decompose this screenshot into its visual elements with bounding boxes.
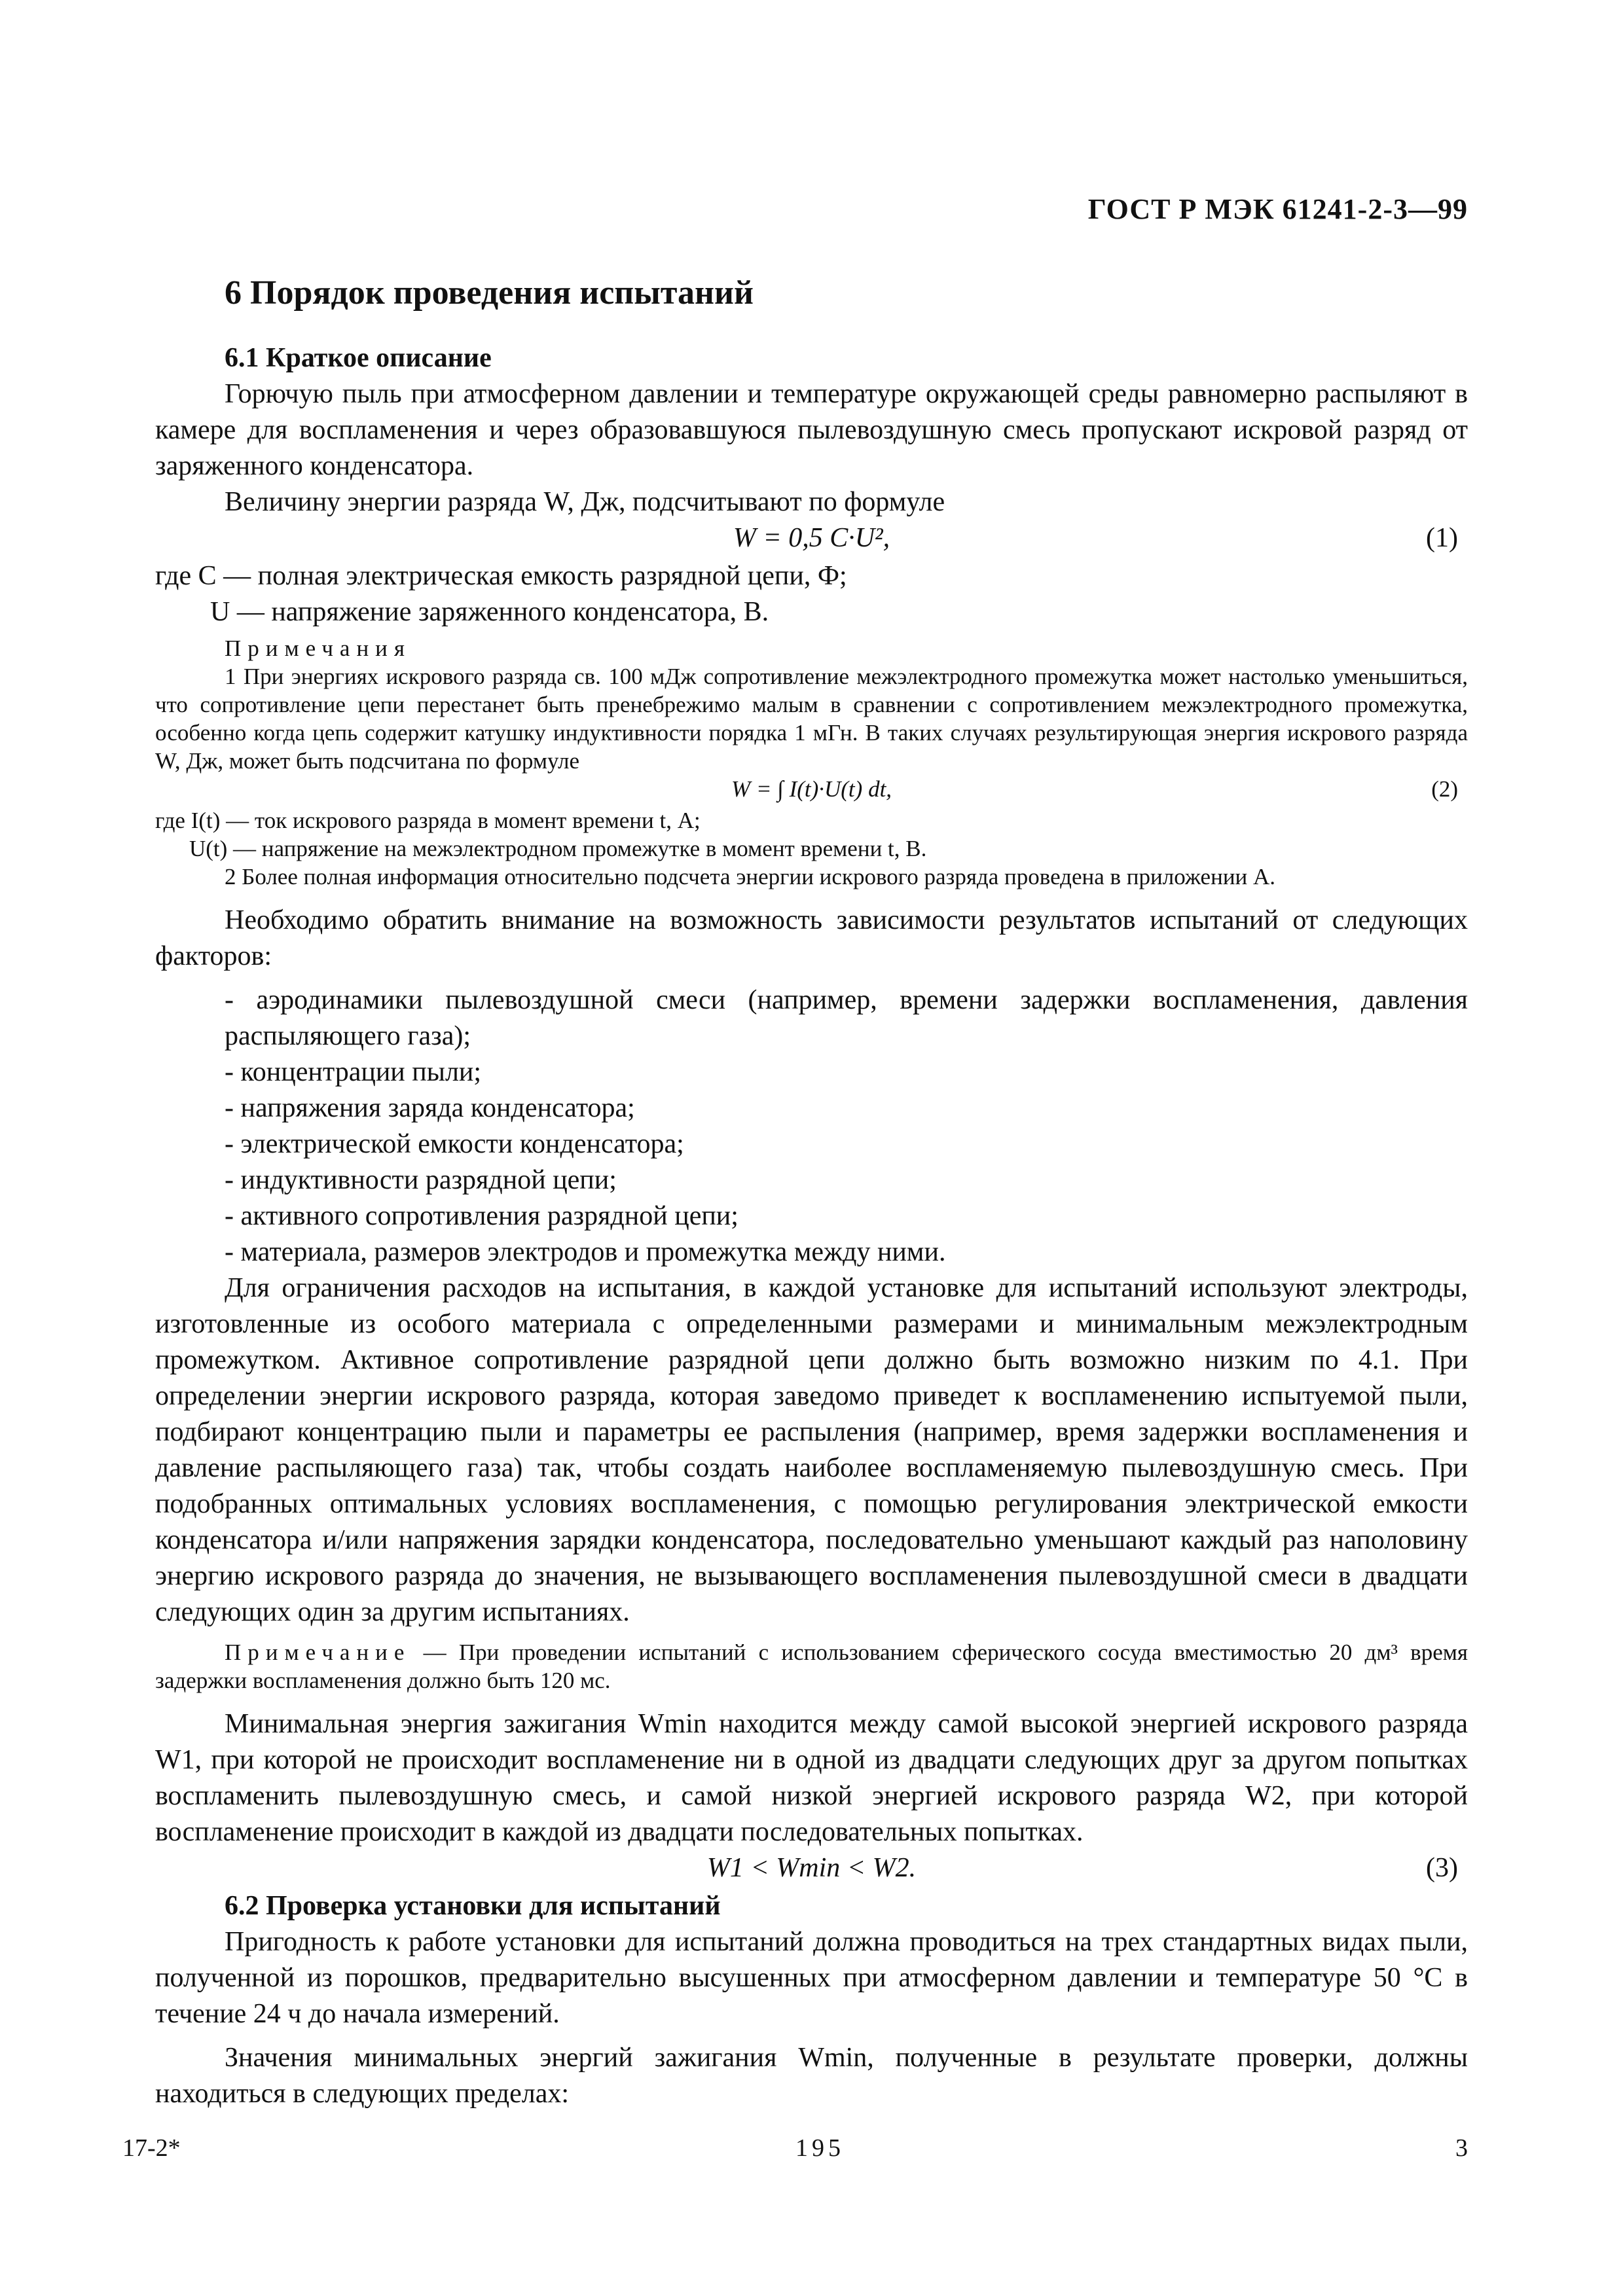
notes-label: Примечания <box>225 636 412 661</box>
body-text <box>155 340 1468 2112</box>
footer-page-number: 3 <box>1455 2134 1468 2162</box>
subsection-title-6-1: 6.1 Краткое описание <box>225 343 492 373</box>
factor-item: - материала, размеров электродов и промежутка между ними. <box>225 1237 946 1267</box>
note-label: Примечание <box>225 1640 411 1665</box>
formula-1 <box>155 520 1468 558</box>
factor-item: - аэродинамики пылевоздушной смеси (например, времени задержки воспламенения, давления распыляющего газа); <box>225 985 1468 1051</box>
factor-item: - концентрации пыли; <box>225 1057 482 1087</box>
where-clause: где C — полная электрическая емкость разрядной цепи, Ф; <box>155 561 847 591</box>
factor-item: - напряжения заряда конденсатора; <box>225 1093 635 1123</box>
formula-text: W1 < Wmin < W2. <box>706 1853 917 1883</box>
footer-sheet-mark: 17-2* <box>122 2134 181 2162</box>
formula-number: (1) <box>1426 523 1458 553</box>
where-clause: U(t) — напряжение на межэлектродном промежутке в момент времени t, В. <box>189 836 927 861</box>
formula-number: (2) <box>1431 776 1458 802</box>
where-clause: U — напряжение заряженного конденсатора, В. <box>210 597 769 627</box>
subsection-title-6-2: 6.2 Проверка установки для испытаний <box>225 1891 721 1921</box>
spacer <box>155 975 1468 982</box>
formula-2 <box>155 775 1468 806</box>
standard-header: ГОСТ Р МЭК 61241-2-3—99 <box>1087 193 1468 225</box>
section-title: 6 Порядок проведения испытаний <box>225 274 754 312</box>
formula-text: W = ∫ I(t)·U(t) dt, <box>731 776 892 802</box>
factor-item: - активного сопротивления разрядной цепи; <box>225 1201 739 1231</box>
formula-text: W = 0,5 C·U², <box>733 523 890 553</box>
spacer <box>155 1695 1468 1706</box>
factor-item: - индуктивности разрядной цепи; <box>225 1165 617 1195</box>
paragraph: Значения минимальных энергий зажигания Wmin, полученные в результате проверки, должны находиться в следующих пределах: <box>155 2043 1468 2109</box>
formula-number: (3) <box>1426 1853 1458 1883</box>
paragraph: Горючую пыль при атмосферном давлении и температуре окружающей среды равномерно распыляют в камере для воспламенения и через образовавшуюся пылевоздушную смесь пропускают искровой разряд от заряженного конденсатора. <box>155 379 1468 481</box>
spacer <box>155 891 1468 903</box>
paragraph: Необходимо обратить внимание на возможность зависимости результатов испытаний от следующих факторов: <box>155 905 1468 971</box>
paragraph: Минимальная энергия зажигания Wmin находится между самой высокой энергией искрового разряда W1, при которой не происходит воспламенение ни в одной из двадцати следующих друг за другом попытках воспламенить пылевоздушную смесь, и самой низкой энергией искрового разряда W2, при которой воспламенение происходит в каждой из двадцати последовательных попытках. <box>155 1709 1468 1847</box>
note-2: 2 Более полная информация относительно подсчета энергии искрового разряда проведена в приложении А. <box>225 864 1276 889</box>
note-1: 1 При энергиях искрового разряда св. 100 мДж сопротивление межэлектродного промежутка может настолько уменьшиться, что сопротивление цепи перестанет быть пренебрежимо малым в сравнении с сопротивлением межэлектродного промежутка, особенно когда цепь содержит катушку индуктивности порядка 1 мГн. В таких случаях результирующая энергия искрового разряда W, Дж, может быть подсчитана по формуле <box>155 664 1468 774</box>
factor-item: - электрической емкости конденсатора; <box>225 1129 684 1159</box>
paragraph: Для ограничения расходов на испытания, в каждой установке для испытаний используют электроды, изготовленные из особого материала с определенными размерами и минимальным межэлектродным промежутком. Активное сопротивление разрядной цепи должно быть возможно низким по 4.1. При определении энергии искрового разряда, которая заведомо приведет к воспламенению испытуемой пыли, подбирают концентрацию пыли и параметры ее распыления (например, время задержки воспламенения и давление распыляющего газа) так, чтобы создать наиболее воспламеняемую пылевоздушную смесь. При подобранных оптимальных условиях воспламенения, с помощью регулирования электрической емкости конденсатора и/или напряжения зарядки конденсатора, последовательно уменьшают каждый раз наполовину энергию искрового разряда до значения, не вызывающего воспламенения пылевоздушной смеси в двадцати следующих один за другим испытаниях. <box>155 1273 1468 1627</box>
paragraph: Величину энергии разряда W, Дж, подсчитывают по формуле <box>225 487 945 517</box>
note-3 <box>155 1638 1468 1695</box>
footer-page-number-center: 195 <box>795 2134 845 2162</box>
spacer <box>155 2032 1468 2040</box>
formula-3 <box>155 1850 1468 1888</box>
spacer <box>155 1630 1468 1638</box>
note-text: — При проведении испытаний с использованием сферического сосуда вместимостью 20 дм³ время задержки воспламенения должно быть 120 мс. <box>155 1640 1468 1693</box>
where-clause: где I(t) — ток искрового разряда в момент времени t, А; <box>155 808 701 833</box>
paragraph: Пригодность к работе установки для испытаний должна проводиться на трех стандартных видах пыли, полученной из порошков, предварительно высушенных при атмосферном давлении и температуре 50 °С в течение 24 ч до начала измерений. <box>155 1927 1468 2029</box>
